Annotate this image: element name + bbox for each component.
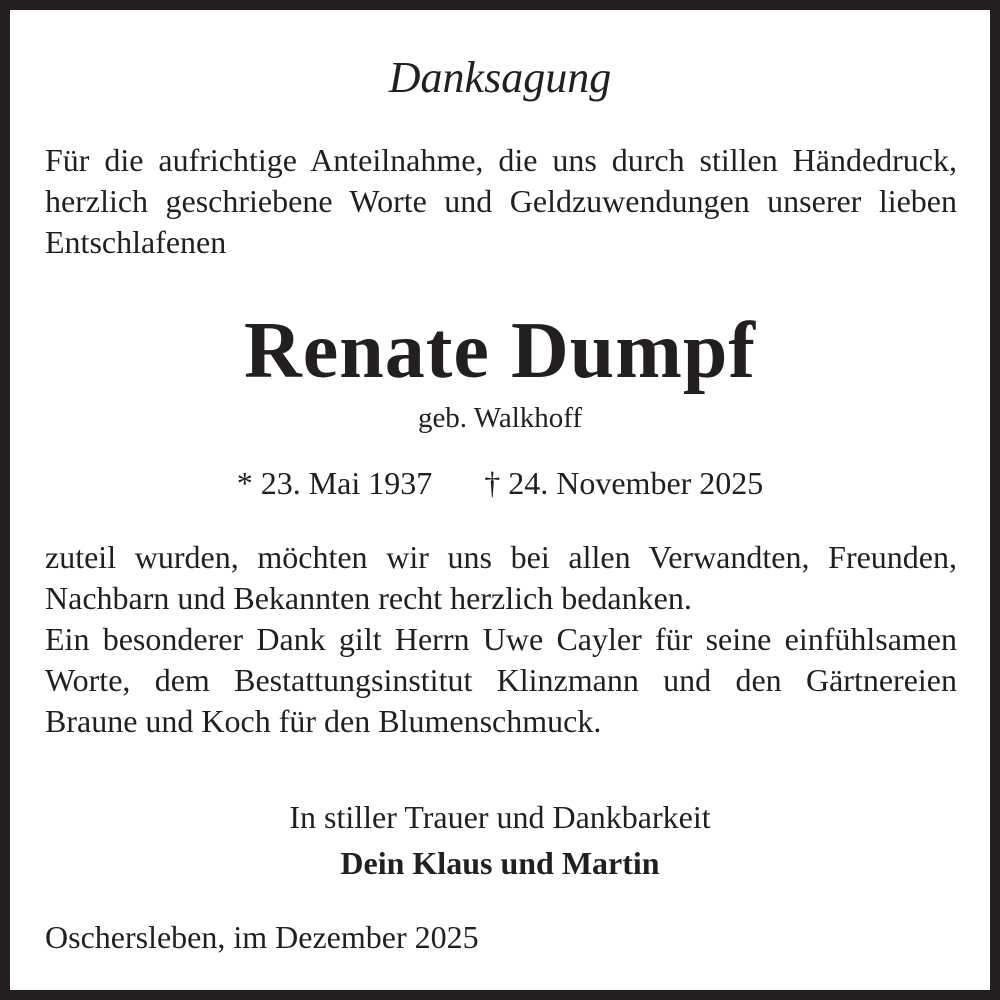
- deceased-name: Renate Dumpf: [244, 307, 756, 395]
- special-thanks-line-1: Ein besonderer Dank gilt Herrn Uwe Cayler für seine einfühlsamen: [45, 621, 957, 657]
- maiden-name: geb. Walkhoff: [417, 402, 583, 434]
- thanks-line-1: zuteil wurden, möchten wir uns bei allen Verwandten, Freunden,: [45, 539, 957, 575]
- thanks-paragraph: [45, 537, 957, 619]
- special-thanks-line-2: Worte, dem Bestattungsinstitut Klinzmann und den Gärtnereien: [45, 662, 957, 698]
- intro-paragraph: [45, 140, 957, 263]
- special-thanks-line-3: Braune und Koch für den Blumenschmuck.: [45, 703, 602, 739]
- signers: Dein Klaus und Martin: [340, 845, 660, 881]
- closing-phrase: In stiller Trauer und Dankbarkeit: [289, 799, 711, 835]
- thanks-line-2: Nachbarn und Bekannten recht herzlich bedanken.: [45, 580, 692, 616]
- special-thanks-paragraph: [45, 619, 957, 742]
- intro-line-3: Entschlafenen: [45, 224, 227, 260]
- intro-line-2: herzlich geschriebene Worte und Geldzuwendungen unserer lieben: [45, 183, 957, 219]
- intro-line-1: Für die aufrichtige Anteilnahme, die uns durch stillen Händedruck,: [45, 142, 957, 178]
- place-and-date: Oschersleben, im Dezember 2025: [45, 919, 479, 955]
- life-dates: [10, 462, 990, 504]
- notice-heading: Danksagung: [388, 53, 612, 102]
- death-date: † 24. November 2025: [484, 465, 764, 501]
- birth-date: * 23. Mai 1937: [236, 465, 433, 501]
